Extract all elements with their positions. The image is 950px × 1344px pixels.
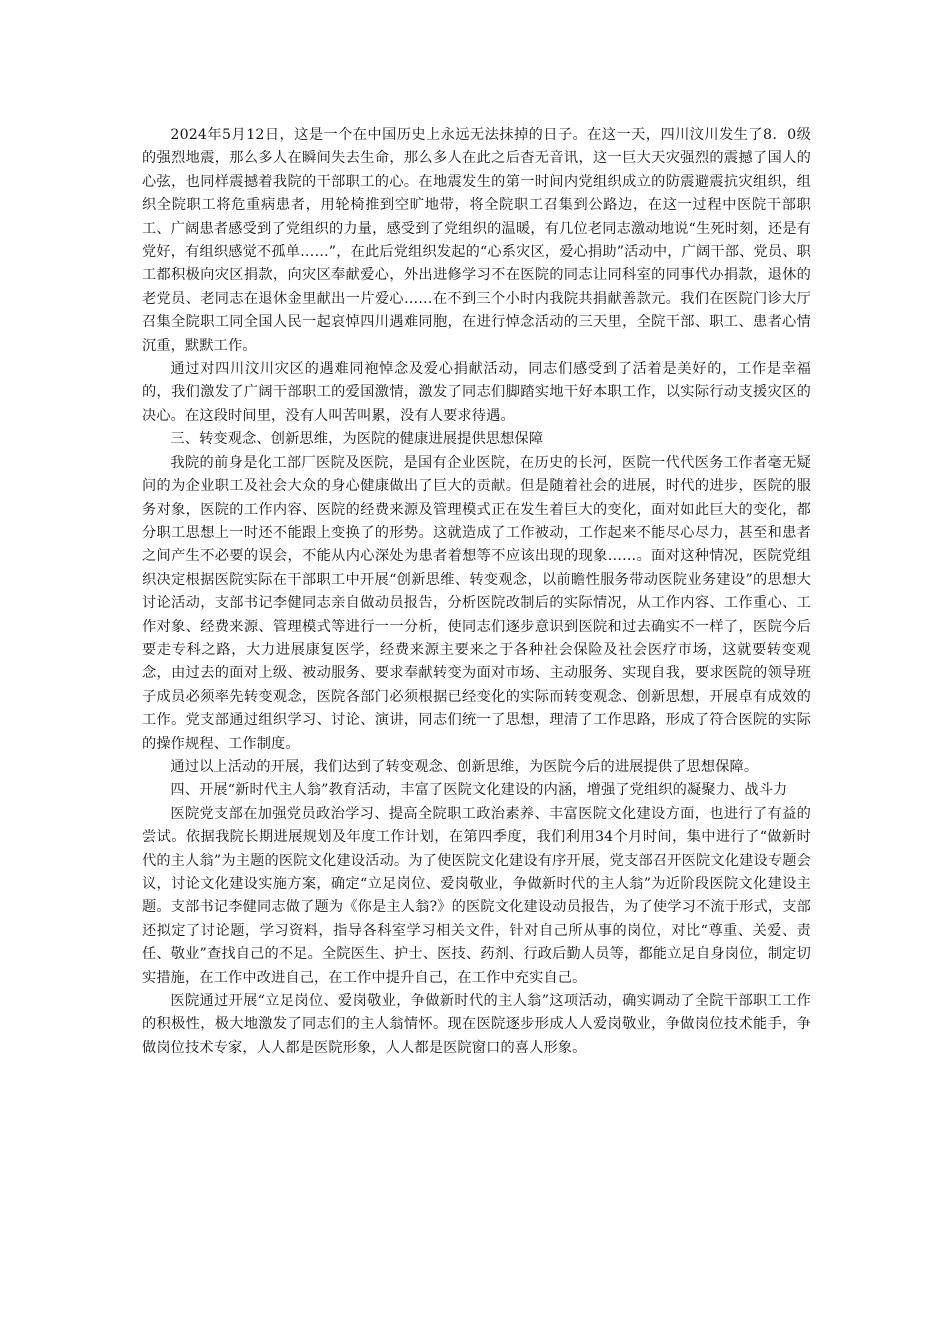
section-heading-4: 四、开展“新时代主人翁”教育活动，丰富了医院文化建设的内涵，增强了党组织的凝聚力、战斗力 (170, 782, 788, 799)
paragraph-section-3-summary: 通过以上活动的开展，我们达到了转变观念、创新思维，为医院今后的进展提供了思想保障。 (170, 758, 759, 775)
paragraph-earthquake-response: 2024年5月12日，这是一个在中国历史上永远无法抹掉的日子。在这一天，四川汶川发生了8．0级的强烈地震，那么多人在瞬间失去生命，那么多人在此之后杳无音讯，这一巨大天灾强烈的震撼了国人的心弦，也同样震撼着我院的干部职工的心。在地震发生的第一时间内党组织成立的防震避震抗灾组织，组织全院职工将危重病患者，用轮椅推到空旷地带，将全院职工召集到公路边，在这一过程中医院干部职工、广阔患者感受到了党组织的力量，感受到了党组织的温暖，有几位老同志激动地说“生死时刻，还是有党好，有组织感觉不孤单……”，在此后党组织发起的“心系灾区，爱心捐助”活动中，广阔干部、党员、职工都积极向灾区捐款，向灾区奉献爱心，外出进修学习不在医院的同志让同科室的同事代办捐款，退休的老党员、老同志在退休金里献出一片爱心……在不到三个小时内我院共捐献善款元。我们在医院门诊大厅召集全院职工同全国人民一起哀悼四川遇难同胞，在进行悼念活动的三天里，全院干部、职工、患者心情沉重，默默工作。 (142, 127, 811, 354)
paragraph-hospital-history: 我院的前身是化工部厂医院及医院，是国有企业医院，在历史的长河，医院一代代医务工作者毫无疑问的为企业职工及社会大众的身心健康做出了巨大的贡献。但是随着社会的进展，时代的进步，医院的服务对象，医院的工作内容、医院的经费来源及管理模式正在发生着巨大的变化，面对如此巨大的变化，都分职工思想上一时还不能跟上变换了的形势。这就造成了工作被动，工作起来不能尽心尽力，甚至和患者之间产生不必要的误会，不能从内心深处为患者着想等不应该出现的现象……。面对这种情况，医院党组织决定根据医院实际在干部职工中开展“创新思维、转变观念，以前瞻性服务带动医院业务建设”的思想大讨论活动，支部书记李健同志亲自做动员报告，分析医院改制后的实际情况，从工作内容、工作重心、工作对象、经费来源、管理模式等进行一一分析，使同志们逐步意识到医院和过去确实不一样了，医院今后要走专科之路，大力进展康复医学，经费来源主要来之于各种社会保险及社会医疗市场，这就要转变观念，由过去的面对上级、被动服务、要求奉献转变为面对市场、主动服务、实现自我，要求医院的领导班子成员必须率先转变观念，医院各部门必须根据已经变化的实际而转变观念、创新思想，开展卓有成效的工作。党支部通过组织学习、讨论、演讲，同志们统一了思想，理清了工作思路，形成了符合医院的实际的操作规程、工作制度。 (142, 454, 811, 752)
document-body (142, 124, 811, 1060)
paragraph-culture-building: 医院党支部在加强党员政治学习、提高全院职工政治素养、丰富医院文化建设方面，也进行了有益的尝试。依据我院长期进展规划及年度工作计划，在第四季度，我们利用34个月时间，集中进行了“做新时代的主人翁”为主题的医院文化建设活动。为了使医院文化建设有序开展，党支部召开医院文化建设专题会议，讨论文化建设实施方案，确定“立足岗位、爱岗敬业，争做新时代的主人翁”为近阶段医院文化建设主题。支部书记李健同志做了题为《你是主人翁?》的医院文化建设动员报告，为了使学习不流于形式，支部还拟定了讨论题，学习资料，指导各科室学习相关文件，针对自己所从事的岗位，对比“尊重、关爱、责任、敬业”查找自己的不足。全院医生、护士、医技、药剂、行政后勤人员等，都能立足自身岗位，制定切实措施，在工作中改进自己，在工作中提升自己，在工作中充实自己。 (142, 805, 811, 986)
paragraph-memorial-outcome: 通过对四川汶川灾区的遇难同袍悼念及爱心捐献活动，同志们感受到了活着是美好的，工作是幸福的，我们激发了广阔干部职工的爱国激情，激发了同志们脚踏实地干好本职工作，以实际行动支援灾区的决心。在这段时间里，没有人叫苦叫累，没有人要求待遇。 (142, 361, 811, 424)
paragraph-activity-results: 医院通过开展“立足岗位、爱岗敬业，争做新时代的主人翁”这项活动，确实调动了全院干部职工工作的积极性，极大地激发了同志们的主人翁情怀。现在医院逐步形成人人爱岗敬业，争做岗位技术能手，争做岗位技术专家，人人都是医院形象，人人都是医院窗口的喜人形象。 (142, 993, 811, 1056)
section-heading-3: 三、转变观念、创新思维，为医院的健康进展提供思想保障 (170, 431, 544, 448)
